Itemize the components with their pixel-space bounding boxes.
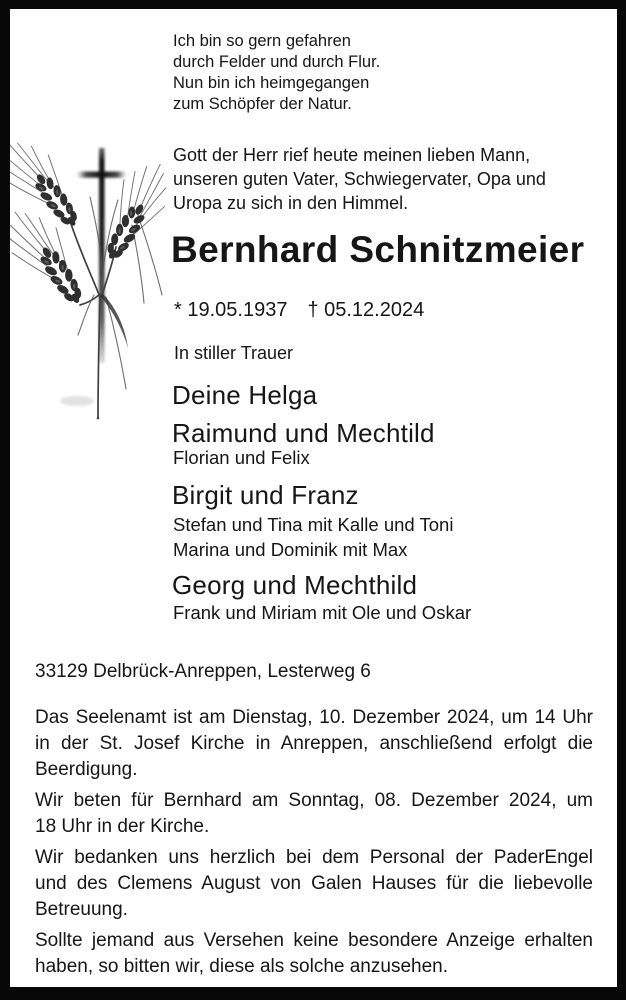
- mourner-main: Deine Helga: [172, 380, 318, 410]
- poem-line: Nun bin ich heimgegangen: [173, 74, 370, 92]
- mourner-main: Georg und Mechthild: [172, 570, 418, 600]
- funeral-service-notice: [35, 705, 593, 783]
- intro-line: Gott der Herr rief heute meinen lieben Mann,: [173, 145, 531, 165]
- memorial-poem: [173, 31, 380, 115]
- mourner-children: Florian und Felix: [173, 447, 310, 468]
- mourner-main: Birgit und Franz: [172, 480, 359, 510]
- notice-line: Das Seelenamt ist am Dienstag, 10. Dezember 2024, um 14 Uhr: [35, 707, 593, 728]
- mourner-children: Stefan und Tina mit Kalle und Toni: [173, 514, 454, 535]
- poem-line: durch Felder und durch Flur.: [173, 53, 381, 71]
- notice-line: Sollte jemand aus Versehen keine besondere Anzeige erhalten: [35, 930, 593, 951]
- cross-horizontal-bar: [77, 172, 126, 178]
- wheat-ear-upper-left: [0, 127, 91, 242]
- announcement-intro: [173, 143, 546, 215]
- intro-line: Uropa zu sich in den Himmel.: [173, 193, 409, 213]
- notice-line: Wir beten für Bernhard am Sonntag, 08. Dezember 2024, um: [35, 790, 593, 811]
- notice-line: 18 Uhr in der Kirche.: [35, 816, 210, 837]
- notice-line: Betreuung.: [35, 899, 128, 920]
- birth-date: * 19.05.1937: [174, 299, 288, 321]
- notice-line: in der St. Josef Kirche in Anreppen, anschließend erfolgt die: [35, 733, 593, 754]
- apology-notice: [35, 928, 593, 980]
- poem-line: Ich bin so gern gefahren: [173, 32, 351, 50]
- mourning-label: In stiller Trauer: [174, 343, 294, 363]
- notices-block: [35, 660, 593, 985]
- life-dates: [174, 298, 424, 322]
- intro-line: unseren guten Vater, Schwiegervater, Opa und: [173, 169, 546, 189]
- notice-line: Wir bedanken uns herzlich bei dem Personal der PaderEngel: [35, 847, 593, 868]
- thanks-notice: [35, 845, 593, 923]
- mourner-children: Frank und Miriam mit Ole und Oskar: [173, 602, 472, 623]
- poem-line: zum Schöpfer der Natur.: [173, 95, 352, 113]
- notice-line: und des Clemens August von Galen Hauses für die liebevolle: [35, 873, 593, 894]
- mourner-main: Raimund und Mechtild: [172, 418, 435, 448]
- address-line: 33129 Delbrück-Anreppen, Lesterweg 6: [35, 661, 371, 682]
- deceased-name: Bernhard Schnitzmeier: [171, 229, 585, 270]
- mourner-children: Marina und Dominik mit Max: [173, 539, 408, 560]
- notice-line: haben, so bitten wir, diese als solche anzusehen.: [35, 956, 448, 977]
- prayer-notice: [35, 788, 593, 840]
- wheat-ear-lower-left: [0, 198, 96, 319]
- wheat-cross-artwork: [20, 145, 165, 430]
- death-date: † 05.12.2024: [307, 299, 425, 321]
- notice-line: Beerdigung.: [35, 759, 138, 780]
